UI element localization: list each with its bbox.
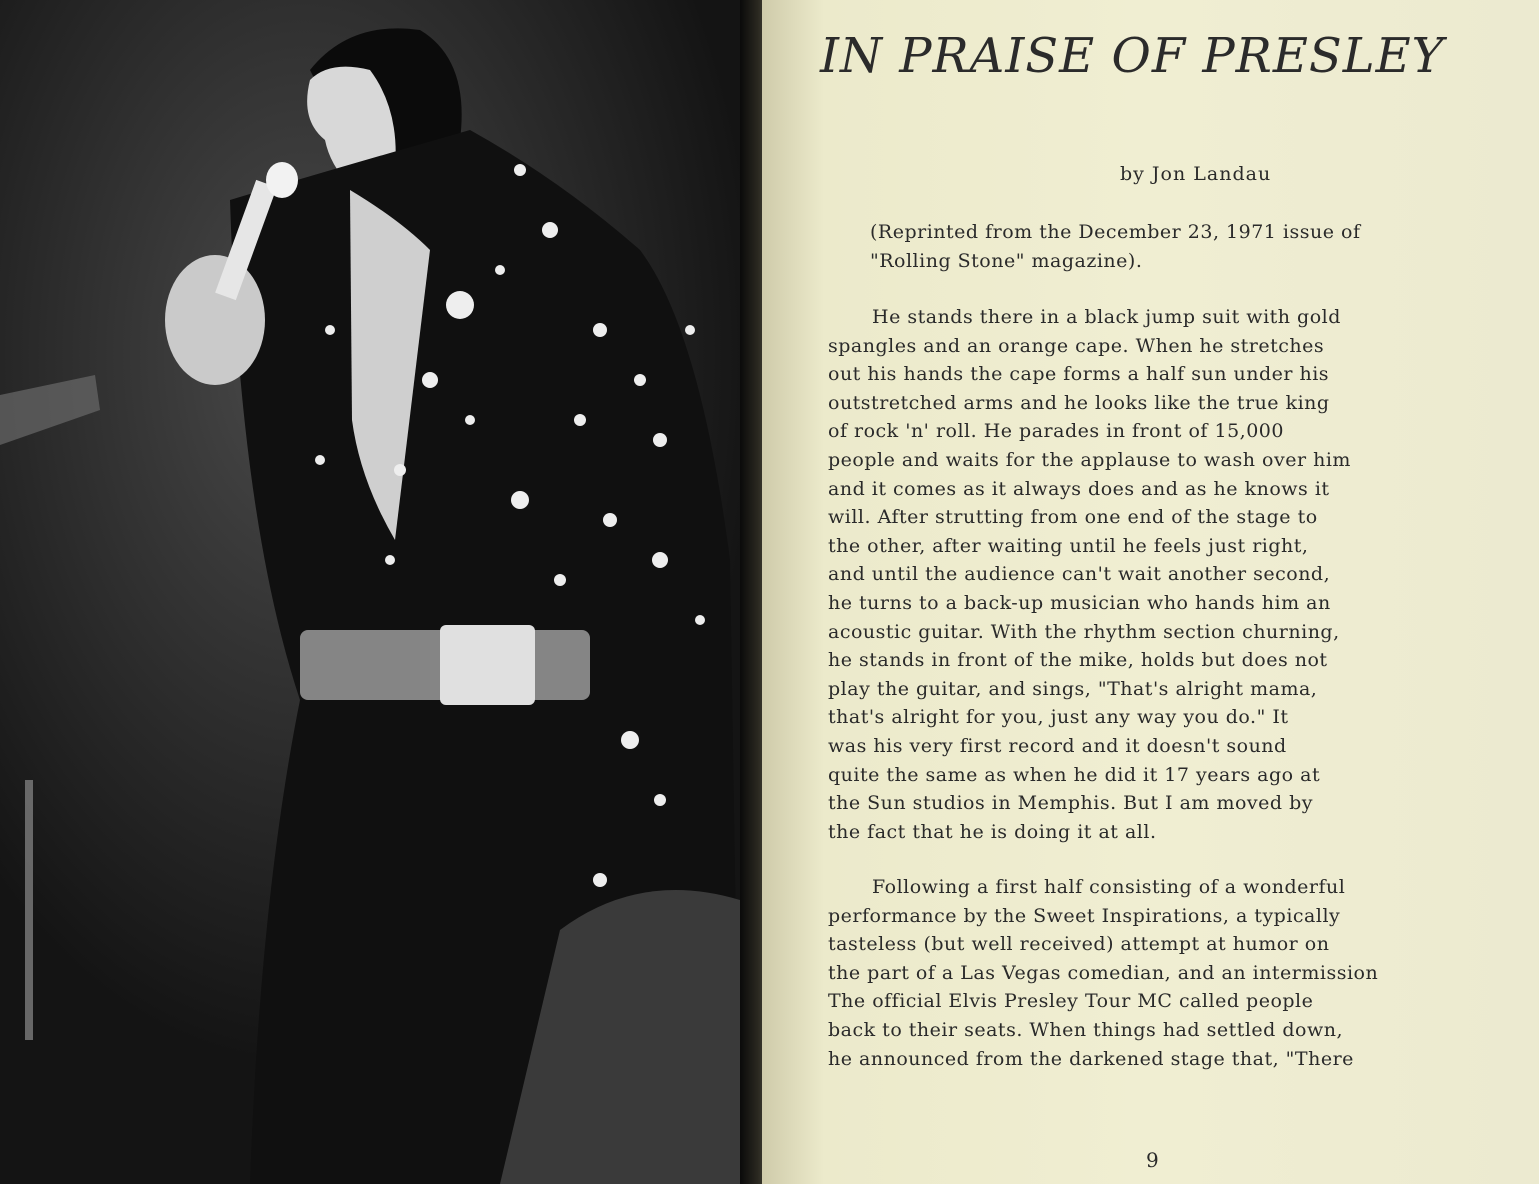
paragraph-line: play the guitar, and sings, "That's alright mama, (828, 677, 1318, 700)
article-byline: by Jon Landau (1120, 163, 1272, 185)
article-title: IN PRAISE OF PRESLEY (820, 28, 1445, 84)
paragraph-line: He stands there in a black jump suit with gold (872, 306, 1341, 328)
paragraph-line: people and waits for the applause to wash over him (828, 448, 1351, 471)
paragraph-line: he announced from the darkened stage that, "There (828, 1047, 1354, 1070)
paragraph-line: back to their seats. When things had settled down, (828, 1018, 1344, 1041)
article-page (762, 0, 1539, 1184)
microphone-head (266, 162, 298, 198)
concert-photograph (0, 0, 760, 1184)
paragraph-line: he turns to a back-up musician who hands him an (828, 591, 1331, 614)
reprint-note (870, 218, 1539, 275)
paragraph-line: the part of a Las Vegas comedian, and an intermission (828, 961, 1379, 984)
paragraph-line: the fact that he is doing it at all. (828, 820, 1157, 843)
paragraph-line: the Sun studios in Memphis. But I am moved by (828, 792, 1313, 815)
paragraph-2 (828, 873, 1528, 1073)
paragraph-line: The official Elvis Presley Tour MC called people (828, 990, 1314, 1013)
performer-illustration (0, 0, 760, 1184)
hand (165, 255, 265, 385)
mic-stand (25, 780, 33, 1040)
reprint-note-line: "Rolling Stone" magazine). (870, 249, 1143, 272)
paragraph-line: and it comes as it always does and as he knows it (828, 477, 1330, 500)
paragraph-line: that's alright for you, just any way you do." It (828, 706, 1289, 729)
paragraph-line: tasteless (but well received) attempt at humor on (828, 933, 1330, 956)
reprint-note-line: (Reprinted from the December 23, 1971 issue of (870, 221, 1361, 243)
paragraph-line: will. After strutting from one end of the stage to (828, 506, 1318, 529)
paragraph-line: out his hands the cape forms a half sun under his (828, 363, 1330, 386)
paragraph-line: performance by the Sweet Inspirations, a typically (828, 904, 1341, 927)
paragraph-line: spangles and an orange cape. When he stretches (828, 334, 1325, 357)
paragraph-line: acoustic guitar. With the rhythm section churning, (828, 620, 1340, 643)
paragraph-line: was his very first record and it doesn't sound (828, 734, 1287, 757)
page-number: 9 (1146, 1148, 1159, 1172)
paragraph-line: Following a first half consisting of a wonderful (872, 876, 1346, 898)
paragraph-line: quite the same as when he did it 17 years ago at (828, 763, 1321, 786)
paragraph-1 (828, 303, 1528, 846)
paragraph-line: outstretched arms and he looks like the true king (828, 391, 1330, 414)
paragraph-line: he stands in front of the mike, holds but does not (828, 649, 1328, 672)
paragraph-line: and until the audience can't wait another second, (828, 563, 1331, 586)
paragraph-line: the other, after waiting until he feels just right, (828, 534, 1309, 557)
belt-buckle (440, 625, 535, 705)
paragraph-line: of rock 'n' roll. He parades in front of 15,000 (828, 420, 1284, 443)
